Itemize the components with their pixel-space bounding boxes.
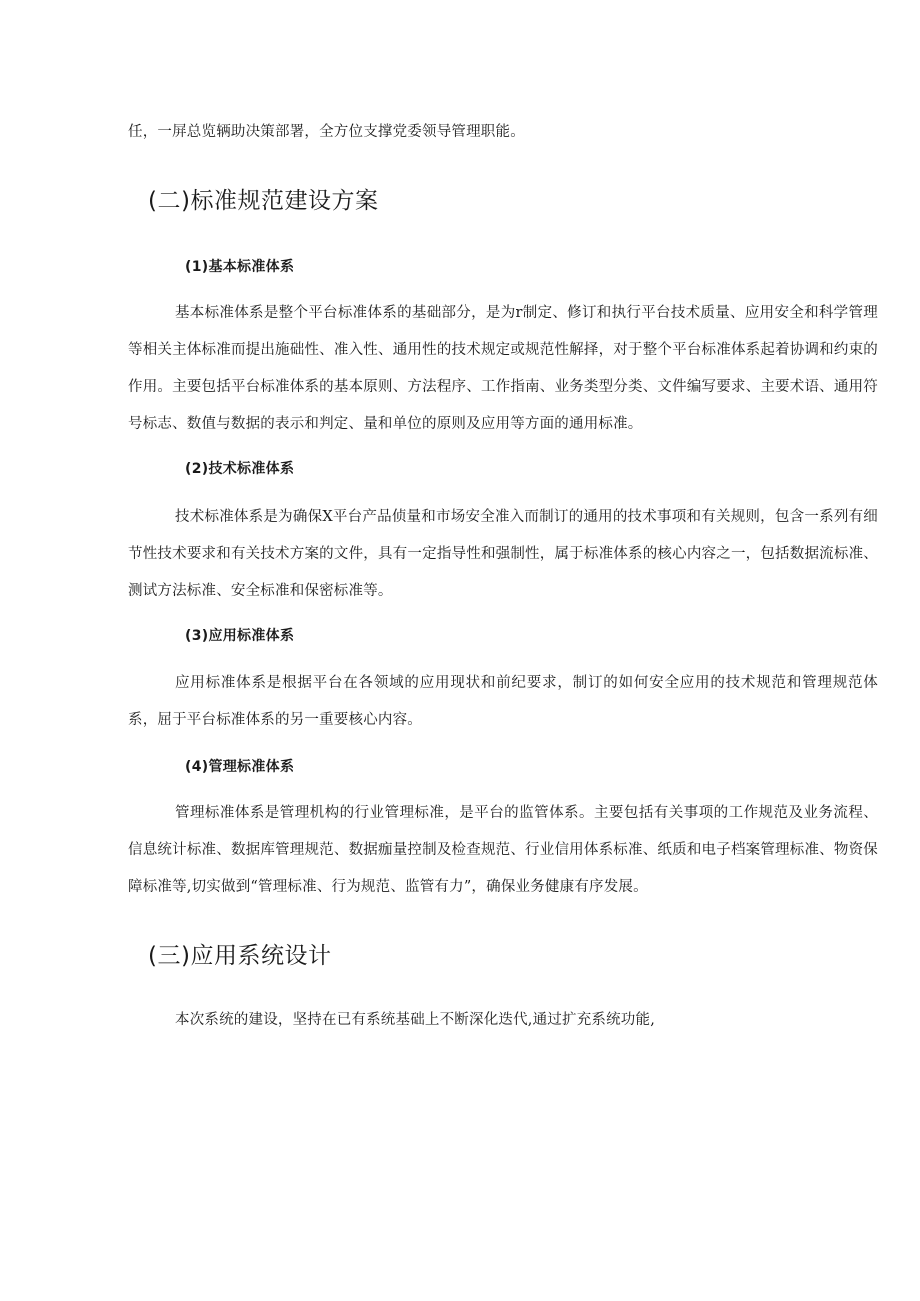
subheading-management-standards: (4)管理标准体系 xyxy=(185,759,295,775)
subheading-application-standards: (3)应用标准体系 xyxy=(185,628,295,644)
intro-continuation-paragraph: 任，一屏总览辆助决策部署，全方位支撑党委领导管理职能。 xyxy=(128,124,525,140)
subheading-technical-standards: (2)技术标准体系 xyxy=(185,461,295,477)
subheading-basic-standards: (1)基本标准体系 xyxy=(185,259,295,275)
paragraph-application-system: 本次系统的建设，坚持在已有系统基础上不断深化迭代,通过扩充系统功能, xyxy=(175,1012,656,1028)
paragraph-application-standards: 应用标准体系是根据平台在各领域的应用现状和前纪要求，制订的如何安全应用的技术规范和管理规范体系，屈于平台标准体系的另一重要核心内容。 xyxy=(128,675,878,728)
section-heading-standards: (二)标准规范建设方案 xyxy=(148,188,379,214)
paragraph-technical-standards: 技术标准体系是为确保X平台产品侦量和市场安全准入而制订的通用的技术事项和有关规则，包含一系列有细节性技术要求和有关技术方案的文件，具有一定指导性和强制性，属于标准体系的核心内容之一，包括数据流标准、测试方法标准、安全标准和保密标准等。 xyxy=(128,509,878,599)
paragraph-basic-standards: 基本标准体系是整个平台标准体系的基础部分，是为r制定、修订和执行平台技术质量、应用安全和科学管理等相关主体标准而提出施础性、准入性、通用性的技术规定或规范性解择，对于整个平台标准体系起着协调和约束的作用。主要包括平台标准体系的基本原则、方法程序、工作指南、业务类型分类、文件编写要求、主要术语、通用符号标志、数值与数据的表示和判定、量和单位的原则及应用等方面的通用标准。 xyxy=(128,305,878,432)
section-heading-application-system: (三)应用系统设计 xyxy=(148,943,332,969)
paragraph-management-standards: 管理标准体系是管理机构的行业管理标准，是平台的监管体系。主要包括有关事项的工作规范及业务流程、信息统计标准、数据库管理规范、数据痂量控制及检查规范、行业信用体系标准、纸质和电子档案管理标准、物资保障标准等,切实做到“管理标准、行为规范、监管有力”，确保业务健康有序发展。 xyxy=(128,805,878,895)
